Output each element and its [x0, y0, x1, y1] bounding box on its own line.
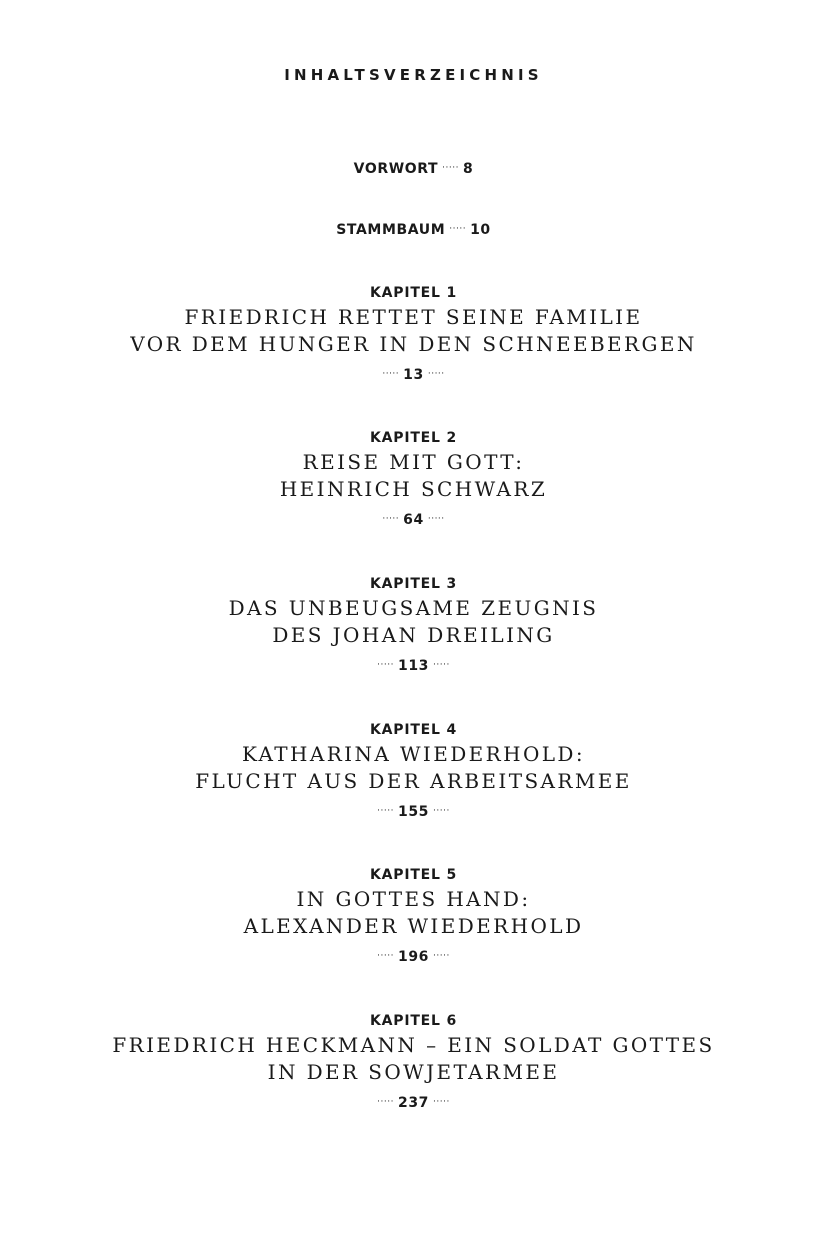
chapter-title — [0, 741, 827, 795]
chapter-page-number: 13 — [403, 367, 424, 383]
chapter-page — [0, 657, 827, 674]
chapter-number: KAPITEL 1 — [369, 285, 457, 301]
toc-entry-vorwort[interactable] — [0, 161, 827, 177]
toc-chapter-5[interactable] — [0, 867, 827, 965]
chapter-title-line: KATHARINA WIEDERHOLD: — [241, 742, 585, 766]
chapter-title-line: DAS UNBEUGSAME ZEUGNIS — [228, 596, 599, 620]
chapter-page-number: 155 — [397, 804, 430, 820]
entry-page-number: 8 — [462, 161, 474, 177]
chapter-number: KAPITEL 2 — [369, 430, 457, 446]
chapter-title-line: ALEXANDER WIEDERHOLD — [243, 914, 584, 938]
chapter-page — [0, 803, 827, 820]
entry-label: VORWORT — [353, 161, 439, 177]
chapter-page-number: 237 — [397, 1095, 430, 1111]
chapter-title — [0, 595, 827, 649]
toc-chapter-1[interactable] — [0, 285, 827, 383]
chapter-title-line: IN DER SOWJETARMEE — [267, 1060, 560, 1084]
leader-dots: ····· — [427, 514, 445, 524]
chapter-page-number: 196 — [397, 949, 430, 965]
toc-chapter-4[interactable] — [0, 722, 827, 820]
leader-dots: ····· — [382, 369, 400, 379]
chapter-title — [0, 449, 827, 503]
chapter-title-line: DES JOHAN DREILING — [272, 623, 555, 647]
leader-dots: ····· — [377, 1097, 394, 1107]
chapter-number: KAPITEL 5 — [369, 867, 457, 883]
entry-page-number: 10 — [470, 222, 491, 238]
chapter-title-line: IN GOTTES HAND: — [296, 887, 531, 911]
toc-chapter-6[interactable] — [0, 1013, 827, 1111]
chapter-page-number: 64 — [403, 512, 424, 528]
chapter-page — [0, 948, 827, 965]
chapter-title-line: REISE MIT GOTT: — [302, 450, 525, 474]
leader-dots: ····· — [427, 369, 445, 379]
chapter-number: KAPITEL 3 — [369, 576, 457, 592]
chapter-title — [0, 886, 827, 940]
chapter-title-line: FLUCHT AUS DER ARBEITSARMEE — [195, 769, 632, 793]
leader-dots: ····· — [433, 951, 450, 961]
chapter-page — [0, 366, 827, 383]
chapter-title-line: FRIEDRICH RETTET SEINE FAMILIE — [184, 305, 643, 329]
chapter-title-line: VOR DEM HUNGER IN DEN SCHNEEBERGEN — [130, 332, 697, 356]
chapter-title — [0, 1032, 827, 1086]
chapter-title — [0, 304, 827, 358]
leader-dots: ····· — [433, 806, 450, 816]
toc-chapter-3[interactable] — [0, 576, 827, 674]
chapter-page — [0, 511, 827, 528]
leader-dots: ····· — [442, 163, 459, 173]
chapter-page-number: 113 — [397, 658, 430, 674]
leader-dots: ····· — [377, 951, 394, 961]
leader-dots: ····· — [377, 806, 394, 816]
leader-dots: ····· — [433, 660, 450, 670]
chapter-page — [0, 1094, 827, 1111]
leader-dots: ····· — [382, 514, 400, 524]
chapter-title-line: FRIEDRICH HECKMANN – EIN SOLDAT GOTTES — [112, 1033, 715, 1057]
toc-heading: INHALTSVERZEICHNIS — [284, 66, 543, 84]
chapter-number: KAPITEL 6 — [369, 1013, 457, 1029]
leader-dots: ····· — [377, 660, 394, 670]
chapter-title-line: HEINRICH SCHWARZ — [279, 477, 548, 501]
chapter-number: KAPITEL 4 — [369, 722, 457, 738]
toc-chapter-2[interactable] — [0, 430, 827, 528]
leader-dots: ····· — [449, 224, 467, 234]
entry-label: STAMMBAUM — [336, 222, 446, 238]
toc-entry-stammbaum[interactable] — [0, 222, 827, 238]
leader-dots: ····· — [433, 1097, 450, 1107]
